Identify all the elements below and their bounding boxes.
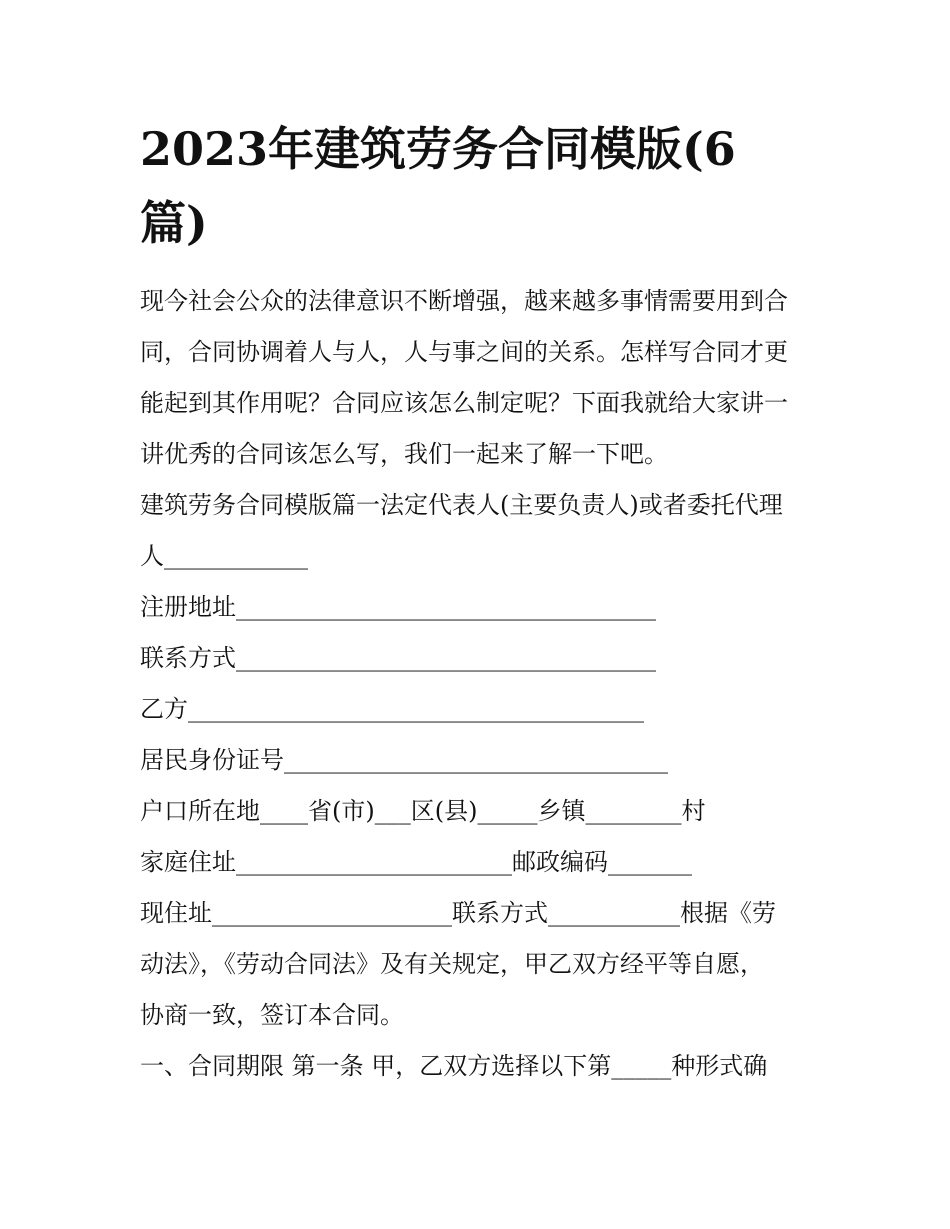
section-heading-line: 建筑劳务合同模版篇一法定代表人(主要负责人)或者委托代理: [140, 491, 783, 519]
id-number-field: 居民身份证号________________________________: [140, 746, 668, 774]
contact-field: 联系方式___________________________________: [140, 644, 656, 672]
title-line-2: 篇): [140, 196, 208, 250]
current-address-field: 现住址____________________联系方式___________根据《劳: [140, 899, 776, 927]
household-registration-field: 户口所在地____省(市)___区(县)_____乡镇________村: [140, 797, 706, 825]
intro-line-3: 能起到其作用呢？合同应该怎么制定呢？下面我就给大家讲一: [140, 389, 788, 417]
intro-line-4: 讲优秀的合同该怎么写，我们一起来了解一下吧。: [140, 440, 668, 468]
home-address-field: 家庭住址_______________________邮政编码_______: [140, 848, 692, 876]
registered-address-field: 注册地址___________________________________: [140, 593, 656, 621]
representative-field: 人____________: [140, 542, 308, 570]
contract-term-line: 一、合同期限 第一条 甲，乙双方选择以下第_____种形式确: [140, 1052, 768, 1080]
intro-line-2: 同，合同协调着人与人，人与事之间的关系。怎样写合同才更: [140, 338, 788, 366]
title-line-1: 2023年建筑劳务合同模版(6: [140, 122, 736, 176]
agreement-line-2: 协商一致，签订本合同。: [140, 1001, 404, 1029]
agreement-line-1: 动法》，《劳动合同法》及有关规定，甲乙双方经平等自愿，: [140, 950, 764, 978]
intro-line-1: 现今社会公众的法律意识不断增强，越来越多事情需要用到合: [140, 287, 788, 315]
document-title: [140, 112, 820, 260]
party-b-field: 乙方______________________________________: [140, 695, 644, 723]
